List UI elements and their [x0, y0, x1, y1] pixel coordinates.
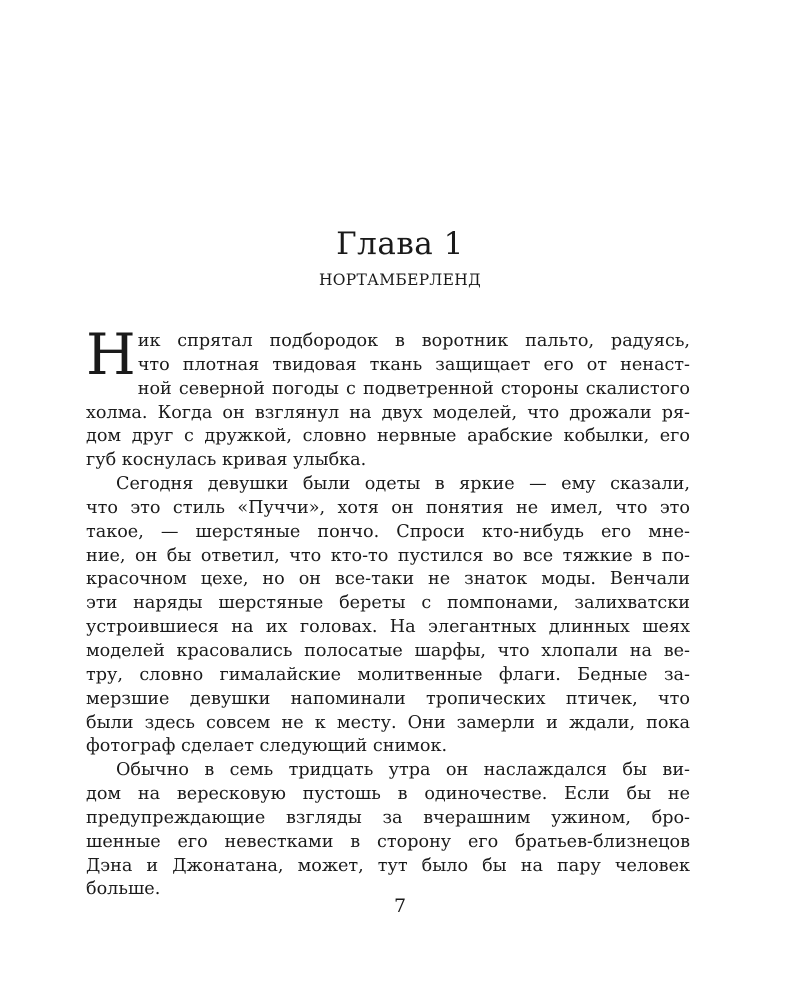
paragraph-3: [86, 759, 690, 902]
text-line: что плотная твидовая ткань защищает его от ненаст-: [137, 354, 690, 375]
paragraph-2: [86, 473, 690, 759]
chapter-subtitle: НОРТАМБЕРЛЕНД: [318, 271, 481, 289]
text-line: губ коснулась кривая улыбка.: [86, 450, 367, 471]
text-line: красочном цехе, но он все-таки не знаток моды. Венчали: [86, 569, 690, 590]
text-line: такое, — шерстяные пончо. Спроси кто-нибудь его мне-: [86, 521, 690, 542]
text-line: устроившиеся на их головах. На элегантных длинных шеях: [86, 617, 690, 638]
text-line: больше.: [86, 879, 161, 900]
body-text: [86, 322, 690, 902]
text-line: Обычно в семь тридцать утра он наслаждался бы ви-: [116, 760, 690, 781]
text-line: фотограф сделает следующий снимок.: [86, 736, 448, 757]
text-line: моделей красовались полосатые шарфы, что хлопали на ве-: [86, 640, 690, 661]
drop-cap: Н: [86, 322, 136, 388]
text-line: ние, он бы ответил, что кто-то пустился во все тяжкие в по-: [86, 545, 690, 566]
text-line: дом друг с дружкой, словно нервные арабские кобылки, его: [86, 426, 690, 447]
text-line: тру, словно гималайские молитвенные флаги. Бедные за-: [86, 664, 690, 685]
paragraph-1: [86, 322, 690, 473]
chapter-title: Глава 1: [336, 226, 464, 262]
text-line: холма. Когда он взглянул на двух моделей, что дрожали ря-: [86, 402, 690, 423]
text-line: что это стиль «Пуччи», хотя он понятия не имел, что это: [86, 497, 690, 518]
text-line: эти наряды шерстяные береты с помпонами, залихватски: [86, 593, 690, 614]
page-number: 7: [393, 895, 407, 917]
text-line: были здесь совсем не к месту. Они замерли и ждали, пока: [86, 712, 690, 733]
text-line: предупреждающие взгляды за вчерашним ужином, бро-: [86, 807, 690, 828]
text-line: ик спрятал подбородок в воротник пальто, радуясь,: [137, 331, 690, 351]
text-line: шенные его невестками в сторону его братьев-близнецов: [86, 831, 690, 852]
text-line: ной северной погоды с подветренной стороны скалистого: [137, 378, 690, 399]
text-line: мерзшие девушки напоминали тропических птичек, что: [86, 688, 690, 709]
text-line: дом на вересковую пустошь в одиночестве. Если бы не: [86, 784, 690, 805]
text-line: Дэна и Джонатана, может, тут было бы на пару человек: [86, 855, 690, 876]
text-line: Сегодня девушки были одеты в яркие — ему сказали,: [116, 474, 690, 495]
